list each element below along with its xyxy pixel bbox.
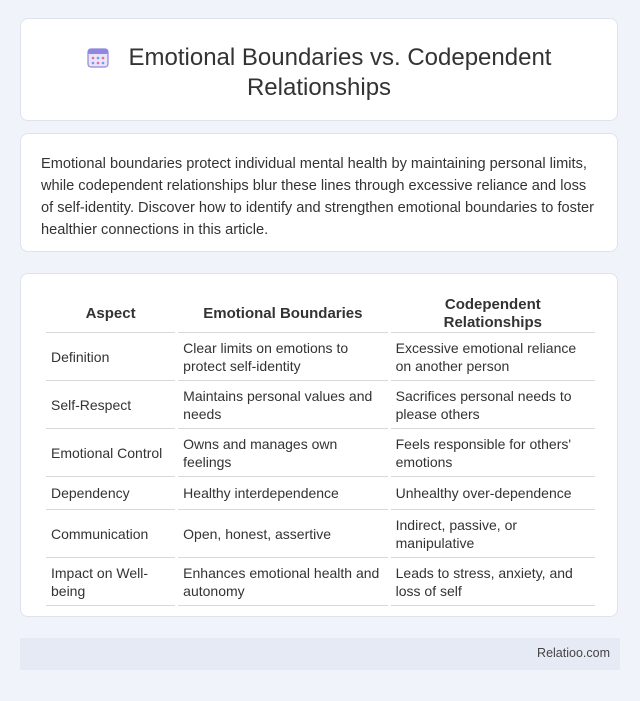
page-title-wrap bbox=[21, 43, 617, 103]
table-row bbox=[46, 477, 595, 510]
table-cell-boundaries: Clear limits on emotions to protect self-identity bbox=[178, 333, 387, 381]
table-header-row bbox=[46, 292, 595, 333]
intro-paragraph: Emotional boundaries protect individual mental health by maintaining personal limits, while codependent relationships blur these lines through excessive reliance and loss of self-identity. Discover how to identify and strengthen emotional boundaries to foster healthier connections in this article. bbox=[41, 156, 594, 238]
table-cell-aspect: Communication bbox=[46, 510, 175, 558]
table-cell-codependent: Leads to stress, anxiety, and loss of self bbox=[391, 558, 595, 606]
table-cell-codependent: Indirect, passive, or manipulative bbox=[391, 510, 595, 558]
footer-brand-link[interactable]: Relatioo.com bbox=[537, 646, 610, 660]
table-cell-boundaries: Healthy interdependence bbox=[178, 477, 387, 510]
table-row bbox=[46, 510, 595, 558]
table-cell-aspect: Dependency bbox=[46, 477, 175, 510]
table-cell-aspect: Emotional Control bbox=[46, 429, 175, 477]
calendar-icon bbox=[87, 46, 109, 68]
header-codependent-relationships: Codependent Relationships bbox=[391, 292, 595, 333]
table-cell-codependent: Excessive emotional reliance on another person bbox=[391, 333, 595, 381]
table-cell-boundaries: Maintains personal values and needs bbox=[178, 381, 387, 429]
table-cell-aspect: Impact on Well-being bbox=[46, 558, 175, 606]
title-card bbox=[20, 18, 618, 121]
table-cell-aspect: Self-Respect bbox=[46, 381, 175, 429]
table-cell-codependent: Unhealthy over-dependence bbox=[391, 477, 595, 510]
table-row bbox=[46, 429, 595, 477]
comparison-table bbox=[43, 292, 598, 606]
intro-card bbox=[20, 133, 618, 252]
table-cell-codependent: Feels responsible for others' emotions bbox=[391, 429, 595, 477]
table-cell-boundaries: Open, honest, assertive bbox=[178, 510, 387, 558]
comparison-table-card bbox=[20, 273, 618, 617]
table-cell-boundaries: Owns and manages own feelings bbox=[178, 429, 387, 477]
header-aspect: Aspect bbox=[46, 292, 175, 333]
table-row bbox=[46, 381, 595, 429]
page-title: Emotional Boundaries vs. Codependent Relationships bbox=[128, 44, 552, 101]
footer-bar bbox=[20, 638, 620, 670]
table-row bbox=[46, 333, 595, 381]
header-emotional-boundaries: Emotional Boundaries bbox=[178, 292, 387, 333]
table-cell-aspect: Definition bbox=[46, 333, 175, 381]
table-cell-codependent: Sacrifices personal needs to please others bbox=[391, 381, 595, 429]
table-row bbox=[46, 558, 595, 606]
table-cell-boundaries: Enhances emotional health and autonomy bbox=[178, 558, 387, 606]
